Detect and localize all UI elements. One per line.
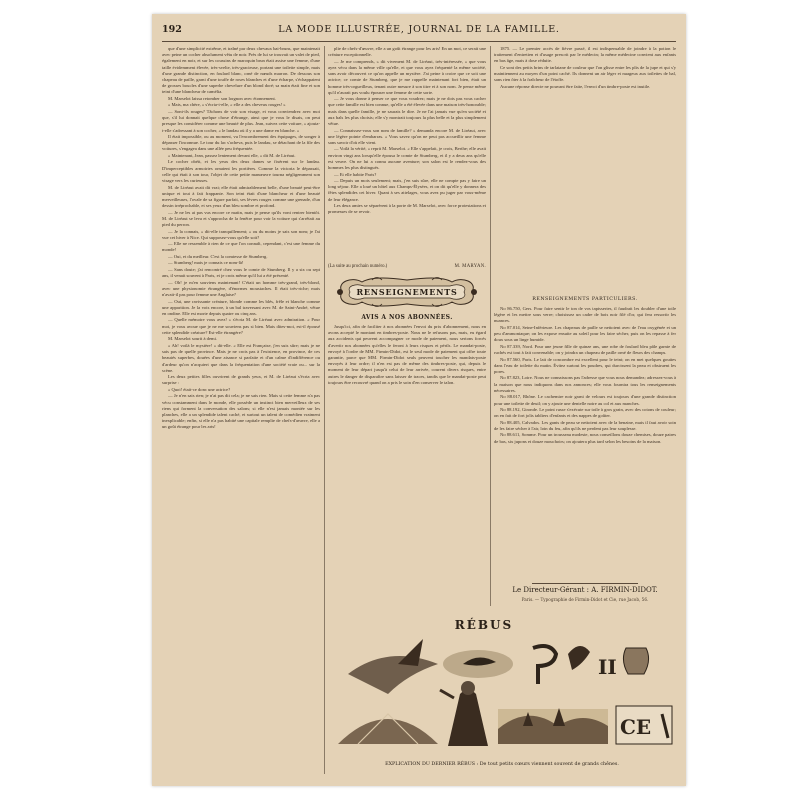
renseignement-item: No 88.192, Gironde. Le point russe s'exécute sur toile à gros grain, avec des cotons de couleur; on en fait de fort jolis tabliers d'enfants et des nappes de goûter. [494,407,676,419]
rebus-caption: EXPLICATION DU DERNIER RÉBUS : De tout petits cœurs viennent souvent de grands chênes. [385,762,619,767]
header-rule [162,41,676,42]
story-paragraph: plie de chefs-d'œuvre, elle a un goût étrange pour les arts! En un mot, ce serait une créature exceptionnelle. [328,46,486,58]
story-paragraph: M. Marselot laissa retomber son lorgnon avec étonnement. [168,95,276,101]
story-paragraph: « Maintenant, Jean, passez lentement devant elle, » dit M. de Liréaut. [168,152,296,158]
rebus-illustration [328,634,676,754]
roman-numeral-mark: II [598,655,617,679]
p-letter-icon [533,646,556,684]
renseignement-item: No 87.339, Nord. Pour une jeune fille de quinze ans, une robe de foulard bleu pâle garnie de ruchés est tout à fait convenable; on y joindra un chapeau de paille orné de fleurs des champs. [494,343,676,356]
story-paragraph: — Oui, et du meilleur. C'est la comtesse de Stumberg. [168,253,268,259]
story-paragraph: — Elle ne ressemble à rien de ce que l'on connaît, cependant, c'est une femme du monde! [162,241,320,253]
renseignement-item: No 87.560, Paris. Le lait de concombre est excellent pour le teint; on en met quelques gouttes dans l'eau de toilette du matin. Évitez surtout les poudres, qui durcissent la peau et obstruent les pores. [494,356,676,374]
avis-column [328,324,486,564]
story-paragraph: — Depuis un mois seulement; mais, j'en suis sûre, elle ne compte pas y faire un long séjour. Elle a loué un hôtel aux Champs-Élysées, et on dit qu'elle y donnera des fêtes splendides cet hiver. Quant à ses attelages, vous avez pu juger par vous-même de leur élégance. [328,178,486,202]
avis-paragraph: Jusqu'ici, afin de faciliter à nos abonnées l'envoi du prix d'abonnement, nous en avons accepté le montant en timbres-poste. Nous ne le refusons pas, mais, eu égard aux accidents qui peuvent accompagner ce mode de paiement, nous serions forcés d'avertir nos abonnées qu'elles le feront à leurs risques et périls. Le mandat-poste, envoyé à l'ordre de MM. Firmin-Didot, est le seul mode de paiement qui offre toute garantie, parce que MM. Firmin-Didot seuls peuvent toucher les mandats-poste envoyés à leur ordre; il n'en est pas de même des timbres-poste, qui, depuis le moment de leur départ jusqu'à celui de leur arrivée, courent divers risques, entre autres le danger de disparaître sans laisser de traces, tandis que le mandat-poste peut toujours être recouvré quand on a pris le soin d'en conserver le talon. [328,324,486,385]
renseignement-item: No 86.750, Gers. Pour faire sentir le ton de vos tapisseries, il faudrait les doubler d'une toile légère et les mettre sous verre; choisissez un cadre de bois noir filé d'or, qui fera ressortir les nuances. [494,306,676,324]
story-paragraph: Les deux amies se séparèrent à la porte de M. Marselot, avec force protestations et promesses de se revoir. [328,203,486,215]
note-paragraph: 1875. — Le premier accès de fièvre passé, il est indispensable de joindre à la potion le traitement d'entretien et d'usage prescrit par le médecin; la même médecine convient aux enfants en bas âge, mais à dose réduite. [494,46,676,64]
story-column-2 [328,46,486,262]
column-divider-right [490,46,491,606]
story-paragraph: « Ah! voilà le mystère! » dit-elle. « Elle est Française, j'en suis sûre; mais je ne sais pas de quelle province. Mais je ne crois pas à l'existence, en province, de ces beautés superbes, douées d'une aisance si parfaite et d'un calme d'indifférence ou d'ardeur qu'on n'acquiert que dans la fréquentation d'une société vraie ou... sur la scène. [162,342,320,373]
page-header [162,24,676,38]
story-paragraph: — Je la connais, » dit-elle tranquillement; « ou du moins je sais son nom; je l'ai vue cet hiver à Nice. Qui supposez-vous qu'elle soit? [162,228,320,240]
story-paragraph: « Quoi! était-ce donc une actrice? [168,386,231,392]
cloud-bird-icon [443,650,513,678]
renseignement-item: No 87.823, Loire. Nous ne connaissons pas l'adresse que vous nous demandez; adressez-vous à la maison que nous indiquons dans nos annonces; elle vous fournira tous les renseignements nécessaires. [494,375,676,393]
story-paragraph: Il était impossible, ou au moment, vu l'encombrement des équipages, de songer à dépasser l'inconnue. Le tour du lac s'acheva, puis le landau, se détachant de la file des voitures, s'engagea dans une allée peu fréquentée. [162,134,320,152]
footer-rule [532,583,638,584]
story-paragraph: — Quelle mémoire vous avez! » s'écria M. de Liréaut avec admiration. « Pour moi, je vous avoue que je ne me souviens pas si bien. Mais dites-moi, est-il épousé cette splendide créature? Est-elle étrangère? [162,317,320,335]
renseignements-column [494,306,676,578]
robed-figure-icon [440,681,488,746]
journal-page [152,14,686,786]
story-paragraph: — Je ne les ai pas vus encore ce matin, mais je pense qu'ils vont rentrer bientôt. M. de Liréaut se leva et s'approcha de la fenêtre pour voir la voiture qui s'arrêtait au pied du perron. [162,209,320,228]
story-paragraph: M. Marselot sourit à demi. [168,336,217,342]
typography-line: Paris. — Typographie de Firmin-Didot et Cie, rue Jacob, 56. [521,597,649,602]
story-paragraph: Le cocher obéit, et les yeux des deux dames se fixèrent sur le landau. D'imperceptibles armoiries ornaient les portières. Comme la victoria le dépassait, celle qui était à son tour, l'objet de cette petite manœuvre tourna négligemment son visage vers les curieuses. [162,159,320,184]
page-number: 192 [162,24,182,35]
journal-title: LA MODE ILLUSTRÉE, JOURNAL DE LA FAMILLE. [278,24,560,35]
cep-letters-icon [616,706,672,744]
story-paragraph: Les deux petites filles ouvrirent de grands yeux, et M. de Liréaut s'écria avec surprise : [162,374,320,386]
swallow-icon [348,639,438,694]
note-paragraph: Ce sont des petits brins de tarlatane de couleur que l'on glisse entre les plis de la jupe et qui s'y maintiennent au moyen d'un point caché. Ils donnent un air léger et nuageux aux toilettes de bal, sans rien ôter à la fraîcheur de l'étoffe. [494,64,676,83]
renseignement-item: No 88.611, Somme. Pour un trousseau modeste, nous conseillons douze chemises, douze paires de bas, six jupons et douze mouchoirs; on ajoutera plus tard selon les besoins de la maison. [494,432,676,444]
director-line: Le Directeur-Gérant : A. FIRMIN-DIDOT. [512,586,658,594]
vase-icon [623,648,648,674]
rising-sun-icon [338,714,438,744]
story-paragraph: — Connaissez-vous son nom de famille? » demanda encore M. de Liréaut, avec une légère pointe d'embarras. « Vous savez qu'on ne peut pas accueillir une femme sans savoir d'où elle vient. [328,127,486,145]
continuation-note: (La suite au prochain numéro.) [328,264,388,269]
renseignements-banner [332,274,482,310]
story-paragraph: — Oui, une ravissante créature, blonde comme les blés, frêle et blanche comme une apparition. Je la vois encore, à un bal traversant avec M. de Saint-André, vêtue en ondine. Elle est morte depuis quatre ou cinq ans. [162,298,320,316]
rebus-title: RÉBUS [454,618,514,632]
banner-label: RENSEIGNEMENTS [356,287,458,297]
author-name: M. MARYAN. [454,264,486,269]
story-column-1 [162,46,320,774]
story-paragraph: que d'une simplicité extrême, et traîné par deux chevaux bai-bruns, que maintenait avec peine un cocher absolument vêtu de noir. Près de lui se trouvait un valet de pied, également en noir, et sur les coussins de maroquin brun était assise une femme, d'une taille évidemment élevée, très-svelte, très-gracieuse, portant une toilette simple, mais d'une grande distinction, en foulard blanc, orné de nœuds marron. De dessous son chapeau de paille, garni d'une touffe de roses blanches et d'une écharpe, s'échappaient de grosses boucles d'une superbe chevelure d'un blond doré; sa main était fine et son teint d'une blancheur de camélia. [162,46,320,95]
renseignement-item: No 87.014, Seine-Inférieure. Les chapeaux de paille se nettoient avec de l'eau oxygénée et un peu d'ammoniaque; on les expose ensuite au soleil pour les faire sécher, puis on les repasse à fer doux sous un linge humide. [494,324,676,343]
wing-mark-icon [568,646,590,670]
landscape-icon [498,708,608,744]
story-paragraph: — Sont-ils rouges? Tâchons de voir son visage, et vous conviendrez avec moi que, s'il lui donnait quelque chose d'étrange, ainsi que je vous le disais, on peut presque les considérer comme une beauté de plus. Jean, suivez cette voiture, » ajouta-t-elle s'adressant à son cocher, « le landau où il y a une dame en blanche. » [162,108,320,133]
avis-heading: AVIS A NOS ABONNÉES. [361,314,453,321]
story-paragraph: « Mais, ma chère, » s'écria-t-elle, « elle a des cheveux rouges! » [168,102,286,108]
story-paragraph: — Oh! je m'en souviens maintenant! C'était un homme très-grand, très-blond, avec une physionomie étrangère, d'énormes moustaches. Il était très-riche; mais n'avait-il pas pour femme une Anglaise? [162,279,320,298]
story-paragraph: — Je me comprends, » dit vivement M. de Liréaut, très-intéressée, « que vous ayez vécu dans la même ville qu'elle, et que vous ayez fréquenté la même société, sans avoir découvert ce qu'on appelle un mystère. J'ai peine à croire que ce soit une actrice; ce comte de Stumberg, que je me rappelle maintenant fort bien, était un homme très-orgueilleux, tenant outre mesure à son titre et à son nom. Je pense même qu'il n'aurait pas voulu épouser une femme de cette sorte. [328,58,486,95]
story-paragraph: M. de Liréaut avait dit vrai; elle était admirablement belle, d'une beauté peut-être unique et tout à fait frappante. Son teint était d'une blancheur et d'une beauté merveilleuses, l'ovale de sa figure parfait, ses lèvres rouges comme une grenade, d'un dessin irréprochable, et ses yeux d'un bleu sombre et profond. [162,184,320,209]
renseignement-item: No 88.405, Calvados. Les gants de peau se nettoient avec de la benzine, mais il faut avoir soin de les faire sécher à l'air, loin du feu, afin qu'ils ne perdent pas leur souplesse. [494,419,676,431]
story-paragraph: — Et elle habite Paris? [334,171,377,177]
story-paragraph: — Sans doute; j'ai rencontré chez vous le comte de Stumberg. Il y a six ou sept ans, il venait souvent à Paris, et je crois même qu'il lui a été présenté. [162,266,320,279]
story-paragraph: — Je n'en sais rien; je n'ai pas dit cela; je ne sais rien. Mais si cette femme n'a pas vécu constamment dans le monde, elle possède un instinct bien merveilleux de ses riens qui forment la conversation des salons; si elle n'est jamais montée sur les planches, elle a un splendide talent caché, et surtout un talent de comédien vraiment inexplicable; enfin, si elle n'a pas habité une capitale remplie de chefs-d'œuvre, elle a un goût étrange pour les arts! [162,393,320,430]
renseignement-item: No 88.017, Rhône. Le cachemire noir garni de velours est toujours d'une grande distinction pour une toilette de deuil; on y ajoute une dentelle noire au col et aux manches. [494,394,676,406]
svg-text:CE: CE [620,715,652,739]
story-paragraph: — Voilà la vérité, » reprit M. Marselot. « Elle s'appelait, je crois, Berthe; elle avait environ vingt ans lorsqu'elle épousa le comte de Stumberg, et il y a deux ans qu'elle est veuve. On ne lui a connu aucune aventure; son salon est le rendez-vous des hommes les plus distingués. [328,146,486,171]
notes-column [494,46,676,304]
story-paragraph: — Je vous donne à penser ce que vous voudrez; mais je ne dois pas vous cacher que cette famille est bien connue, qu'elle a été élevée dans une maison très-honorable; mais dans quelle famille, je ne saurais le dire. Je ne l'ai jamais vue qu'en société et aux bals les plus choisis; elle s'y montrait toujours la plus belle et la plus simplement vêtue. [328,96,486,127]
column-divider-left [324,46,325,774]
note-paragraph: Aucune réponse directe ne pouvant être faite, l'envoi d'un timbre-poste est inutile. [500,83,651,89]
story-paragraph: — Stumberg! mais je connais ce nom-là! [168,260,244,266]
renseignements-heading: RENSEIGNEMENTS PARTICULIERS. [532,297,638,302]
